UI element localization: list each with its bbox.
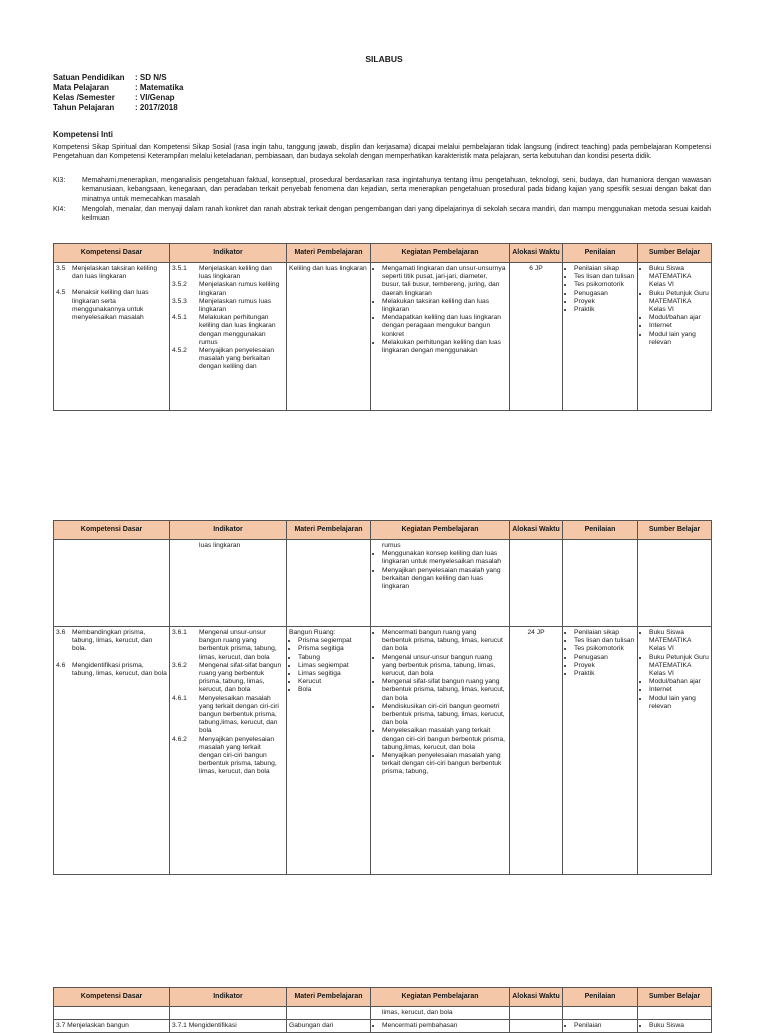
header-kegiatan: Kegiatan Pembelajaran <box>371 521 510 540</box>
cell-kd <box>54 627 170 875</box>
indikator-item: 3.5.1 Menjelaskan keliling dan luas lingkaran <box>172 265 272 281</box>
materi-item: • Prisma segiempat <box>298 637 368 645</box>
cell-penilaian <box>563 263 638 411</box>
table-row <box>54 263 712 411</box>
header-indikator: Indikator <box>170 988 287 1007</box>
header-kd: Kompetensi Dasar <box>54 244 170 263</box>
kegiatan-item: • Mendiskusikan ciri-ciri bangun geometri berbentuk prisma, tabung, limas, kerucut, dan bola <box>382 703 507 728</box>
cell-kd <box>54 540 170 627</box>
sumber-item: • Buku Petunjuk Guru MATEMATIKA Kelas VI <box>649 654 709 679</box>
ki-intro-paragraph: Kompetensi Sikap Spiritual dan Kompetensi Sikap Sosial (rasa ingin tahu, tanggung jawab, displin dan kerjasama) dicapai melalui pembelajaran tidak langsung (indirect teaching) pada pembelajaran Kompetensi Pengetahuan dan Kompetensi Keterampilan melalui keteladanan, pembiasaan, dan budaya sekolah dengan memperhatikan karakteristik mata pelajaran, serta kebutuhan dan kondisi peserta didik. <box>53 144 711 161</box>
cell-alokasi <box>510 540 563 627</box>
indikator-item: 4.5.1 Melakukan perhitungan keliling dan luas lingkaran dengan menggunakan rumus <box>172 314 276 346</box>
indikator-item: 4.6.2 Menyajikan penyelesaian masalah yang terkait dengan ciri-ciri bangun berbentuk prisma, tabung, limas, kerucut, dan bola <box>172 735 277 776</box>
header-kd: Kompetensi Dasar <box>54 521 170 540</box>
kegiatan-item: • Mengenal unsur-unsur bangun ruang yang berbentuk prisma, tabung, limas, kerucut, dan bola <box>382 654 507 679</box>
penilaian-item: • Penugasan <box>574 654 635 662</box>
header-materi: Materi Pembelajaran <box>287 521 371 540</box>
cell-sumber <box>638 627 712 875</box>
cell-sumber <box>638 1007 712 1020</box>
penilaian-item: • Praktik <box>574 670 635 678</box>
table-row <box>54 627 712 875</box>
cell-materi <box>287 540 371 627</box>
section-title-ki: Kompetensi Inti <box>53 130 114 139</box>
sumber-item: • Modul/bahan ajar <box>649 314 709 322</box>
indikator-item: 3.5.3 Menjelaskan rumus luas lingkaran <box>172 297 272 314</box>
header-kegiatan: Kegiatan Pembelajaran <box>371 988 510 1007</box>
penilaian-item: • Penilaian sikap <box>574 629 635 637</box>
kegiatan-item: • Mengamati lingkaran dan unsur-unsurnya seperti titik pusat, jari-jari, diameter, busur, tali busur, tembereng, juring, dan daerah lingkaran <box>382 265 507 298</box>
kd-item: 3.5 Menjelaskan taksiran keliling dan luas lingkaran <box>56 265 158 281</box>
syllabus-table-1 <box>53 243 712 411</box>
kegiatan-item: • Menyajikan penyelesaian masalah yang terkait dengan ciri-ciri bangun berbentuk prisma, tabung, <box>382 752 507 777</box>
sumber-item: • Internet <box>649 322 709 330</box>
materi-item: • Limas segiempat <box>298 662 368 670</box>
cell-sumber <box>638 540 712 627</box>
cell-kegiatan <box>371 540 510 627</box>
penilaian-item: • Tes lisan dan tulisan <box>574 273 635 281</box>
kegiatan-item: • Mengenal sifat-sifat bangun ruang yang berbentuk prisma, tabung, limas, kerucut, dan bola <box>382 678 507 703</box>
sumber-item: • Buku Siswa <box>649 1022 709 1030</box>
materi-item: • Limas segitiga <box>298 670 368 678</box>
header-alokasi: Alokasi Waktu <box>510 521 563 540</box>
penilaian-item: • Proyek <box>574 662 635 670</box>
penilaian-item: • Penilaian sikap <box>574 265 635 273</box>
cell-indikator: 3.7.1 Mengidentifikasi <box>170 1020 287 1033</box>
materi-item: • Tabung <box>298 654 368 662</box>
cell-alokasi: 24 JP <box>510 627 563 875</box>
table-header-row <box>54 988 712 1007</box>
materi-item: • Bola <box>298 686 368 694</box>
kegiatan-item: • Menyelesaikan masalah yang terkait dengan ciri-ciri bangun berbentuk prisma, tabung,limas, kerucut, dan bola <box>382 727 507 752</box>
sumber-item: • Modul lain yang relevan <box>649 695 709 711</box>
cell-indikator <box>170 1007 287 1020</box>
cell-indikator: luas lingkaran <box>170 540 287 627</box>
kd-item: 4.6 Mengidentifikasi prisma, tabung, limas, kerucut, dan bola <box>56 661 167 677</box>
header-penilaian: Penilaian <box>563 244 638 263</box>
header-sumber: Sumber Belajar <box>638 988 712 1007</box>
header-kegiatan: Kegiatan Pembelajaran <box>371 244 510 263</box>
sumber-item: • Buku Siswa MATEMATIKA Kelas VI <box>649 629 709 654</box>
kegiatan-item: • Melakukan taksiran keliling dan luas lingkaran <box>382 298 507 314</box>
ki3-paragraph <box>53 176 711 204</box>
header-indikator: Indikator <box>170 244 287 263</box>
sumber-item: • Buku Petunjuk Guru MATEMATIKA Kelas VI <box>649 290 709 315</box>
meta-row-satuan: Satuan Pendidikan : SD N/S <box>53 73 167 82</box>
cell-kd <box>54 263 170 411</box>
sumber-item: • Modul/bahan ajar <box>649 678 709 686</box>
penilaian-item: • Tes lisan dan tulisan <box>574 637 635 645</box>
ki4-text: Mengolah, menalar, dan menyaji dalam ranah konkret dan ranah abstrak terkait dengan pengembangan dari yang dipelajarinya di sekolah secara mandiri, dan mampu menggunakan metoda sesuai kaidah keilmuan <box>82 206 711 223</box>
kegiatan-item: • Menggunakan konsep keliling dan luas lingkaran untuk menyelesaikan masalah <box>382 550 507 566</box>
cell-kegiatan <box>371 627 510 875</box>
indikator-item: 3.5.2 Menjelaskan rumus keliling lingkaran <box>172 281 280 297</box>
header-materi: Materi Pembelajaran <box>287 244 371 263</box>
kegiatan-item: • Menyajikan penyelesaian masalah yang berkaitan dengan keliling dan luas lingkaran <box>382 567 507 592</box>
header-sumber: Sumber Belajar <box>638 244 712 263</box>
cell-kegiatan: limas, kerucut, dan bola <box>371 1007 510 1020</box>
materi-title: Bangun Ruang: <box>289 629 336 636</box>
cell-materi <box>287 1007 371 1020</box>
penilaian-item: • Penugasan <box>574 290 635 298</box>
cell-penilaian <box>563 627 638 875</box>
indikator-item: 3.6.2 Mengenal sifat-sifat bangun ruang yang berbentuk prisma, tabung, limas, kerucut, dan bola <box>172 661 282 694</box>
header-penilaian: Penilaian <box>563 988 638 1007</box>
kegiatan-continuation: rumus <box>382 542 401 549</box>
syllabus-table-3 <box>53 987 712 1033</box>
cell-kd: 3.7 Menjelaskan bangun <box>54 1020 170 1033</box>
kegiatan-item: • Melakukan perhitungan keliling dan luas lingkaran dengan menggunakan <box>382 339 507 355</box>
cell-indikator <box>170 627 287 875</box>
ki3-label: KI3: <box>53 177 66 184</box>
cell-kegiatan <box>371 1020 510 1033</box>
cell-kd <box>54 1007 170 1020</box>
meta-row-mapel: Mata Pelajaran : Matematika <box>53 83 184 92</box>
table-row <box>54 1020 712 1033</box>
cell-materi: Gabungan dari <box>287 1020 371 1033</box>
materi-item: • Prisma segitiga <box>298 645 368 653</box>
header-alokasi: Alokasi Waktu <box>510 988 563 1007</box>
penilaian-item: • Tes psikomotorik <box>574 281 635 289</box>
indikator-item: 4.6.1 Menyelesaikan masalah yang terkait dengan ciri-ciri bangun berbentuk prisma, tabung,limas, kerucut, dan bola <box>172 694 279 735</box>
sumber-item: • Buku Siswa MATEMATIKA Kelas VI <box>649 265 709 290</box>
kegiatan-item: • Mencermati bangun ruang yang berbentuk prisma, tabung, limas, kerucut dan bola <box>382 629 507 654</box>
penilaian-item: • Penilaian <box>574 1022 635 1030</box>
header-materi: Materi Pembelajaran <box>287 988 371 1007</box>
syllabus-table-2 <box>53 520 712 875</box>
kd-item: 3.6 Membandingkan prisma, tabung, limas, kerucut, dan bola. <box>56 629 153 653</box>
meta-row-kelas: Kelas /Semester : VI/Genap <box>53 93 175 102</box>
ki3-text: Memahami,menerapkan, menganalisis pengetahuan faktual, konseptual, prosedural berdasarkan rasa ingintahunya tentang ilmu pengetahuan, teknologi, seni, budaya, dan humaniora dengan wawasan kemanusiaan, kebangsaan, kenegaraan, dan peradaban terkait penyebab fenomena dan kejadian, serta menerapkan pengetahuan prosedural pada bidang kajian yang spesifik sesuai dengan bakat dan minatnya untuk memecahkan masalah <box>82 177 711 203</box>
cell-sumber <box>638 263 712 411</box>
penilaian-item: • Tes psikomotorik <box>574 645 635 653</box>
table-header-row <box>54 521 712 540</box>
header-alokasi: Alokasi Waktu <box>510 244 563 263</box>
meta-row-tahun: Tahun Pelajaran : 2017/2018 <box>53 103 178 112</box>
document-meta <box>53 73 183 113</box>
penilaian-item: • Proyek <box>574 298 635 306</box>
cell-materi <box>287 627 371 875</box>
table-row <box>54 1007 712 1020</box>
indikator-item: 3.6.1 Mengenal unsur-unsur bangun ruang yang berbentuk prisma, tabung, limas, kerucut, dan bola <box>172 629 277 661</box>
kegiatan-item: • Mencermati pembahasan <box>382 1022 507 1030</box>
sumber-item: • Modul lain yang relevan <box>649 331 709 347</box>
kd-item: 4.5 Menaksir keliling dan luas lingkaran serta menggunakannya untuk menyelesaikan masalah <box>56 289 149 322</box>
materi-item: • Kerucut <box>298 678 368 686</box>
header-sumber: Sumber Belajar <box>638 521 712 540</box>
cell-alokasi <box>510 1007 563 1020</box>
cell-kegiatan <box>371 263 510 411</box>
indikator-item: 4.5.2 Menyajikan penyelesaian masalah yang berkaitan dengan keliling dan <box>172 347 275 371</box>
penilaian-item: • Praktik <box>574 306 635 314</box>
cell-materi: Keliling dan luas lingkaran <box>287 263 371 411</box>
header-penilaian: Penilaian <box>563 521 638 540</box>
table-row <box>54 540 712 627</box>
cell-penilaian <box>563 540 638 627</box>
kegiatan-item: • Mendapatkan keliling dan luas lingkaran dengan peragaan mengukur bangun konkret <box>382 314 507 339</box>
ki4-label: KI4: <box>53 206 66 213</box>
cell-alokasi <box>510 1020 563 1033</box>
cell-sumber <box>638 1020 712 1033</box>
sumber-item: • Internet <box>649 686 709 694</box>
header-indikator: Indikator <box>170 521 287 540</box>
cell-penilaian <box>563 1007 638 1020</box>
ki4-paragraph <box>53 205 711 224</box>
cell-alokasi: 6 JP <box>510 263 563 411</box>
cell-indikator <box>170 263 287 411</box>
table-header-row <box>54 244 712 263</box>
cell-penilaian <box>563 1020 638 1033</box>
document-title: SILABUS <box>365 54 403 64</box>
header-kd: Kompetensi Dasar <box>54 988 170 1007</box>
